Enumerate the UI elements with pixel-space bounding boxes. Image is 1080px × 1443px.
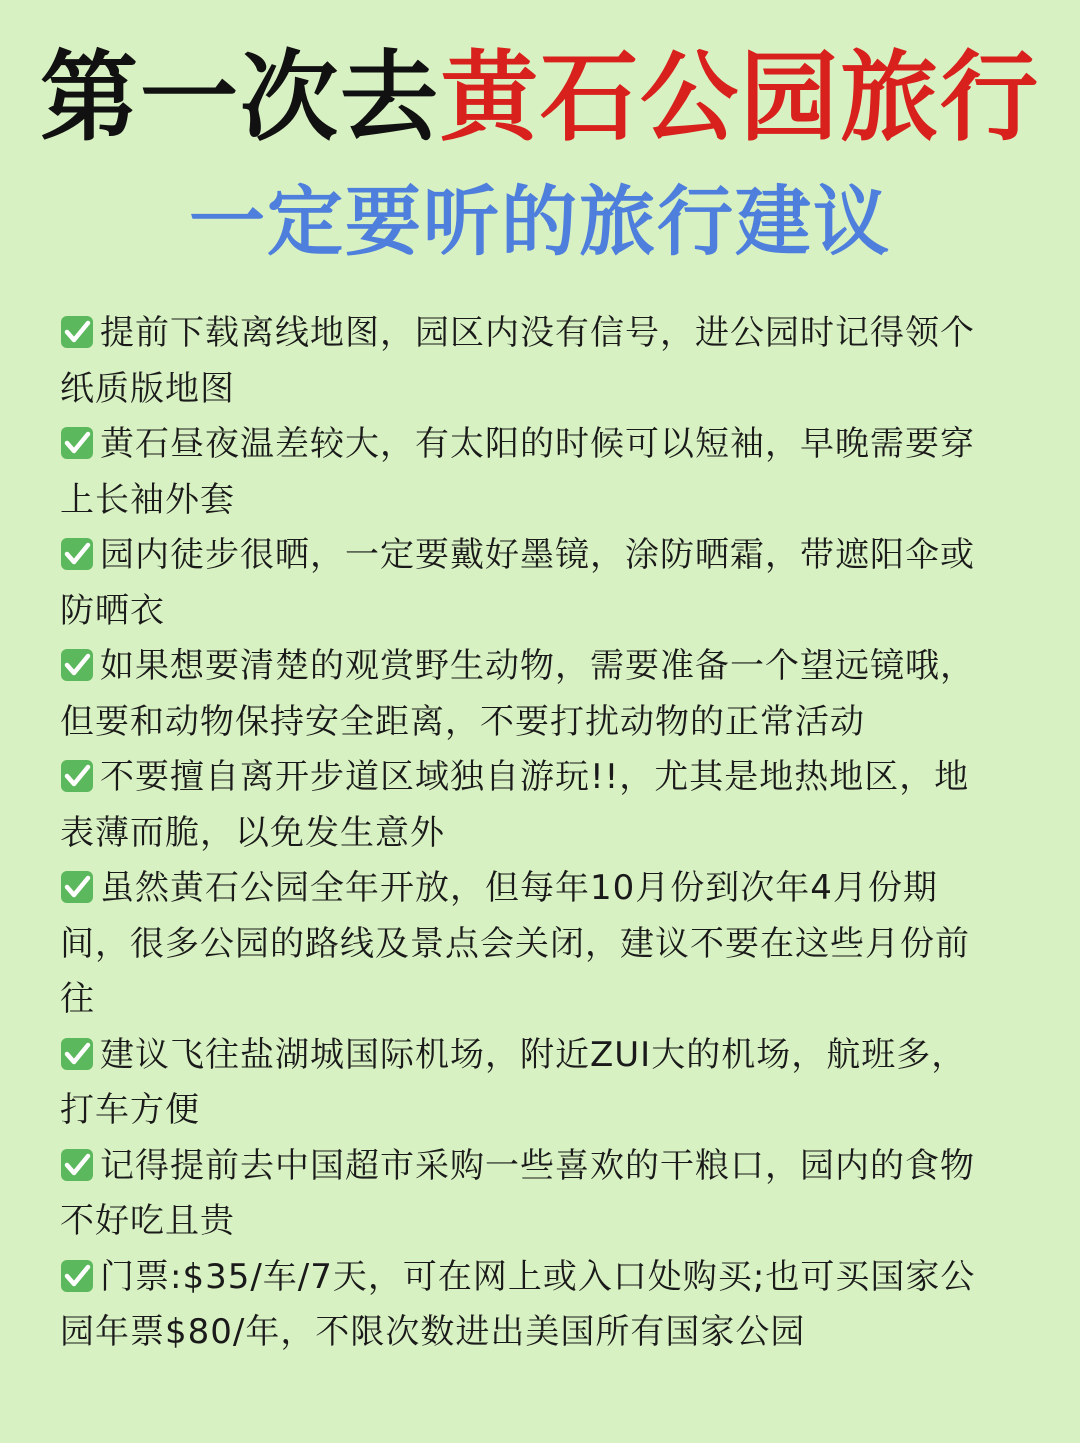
- check-mark-button-icon: [60, 1259, 94, 1293]
- page-subtitle: 一定要听的旅行建议: [189, 177, 891, 266]
- tip-item: [60, 1250, 1000, 1361]
- tip-text: 如果想要清楚的观赏野生动物，需要准备一个望远镜哦，但要和动物保持安全距离，不要打扰动物的正常活动: [60, 646, 975, 742]
- check-mark-button-icon: [60, 1037, 94, 1071]
- title-black-part: 第一次去: [39, 41, 440, 155]
- check-mark-button-icon: [60, 537, 94, 571]
- check-mark-button-icon: [60, 870, 94, 904]
- tip-text: 不要擅自离开步道区域独自游玩!!，尤其是地热地区，地表薄而脆，以免发生意外: [60, 757, 970, 853]
- tips-list: [60, 306, 1000, 1361]
- tip-text: 门票:$35/车/7天，可在网上或入口处购买;也可买国家公园年票$80/年，不限次数进出美国所有国家公园: [60, 1256, 976, 1352]
- tip-item: [60, 306, 1000, 417]
- tip-item: [60, 861, 1000, 1028]
- check-mark-button-icon: [60, 648, 94, 682]
- tip-item: [60, 639, 1000, 750]
- tip-item: [60, 1139, 1000, 1250]
- title-red-part: 黄石公园旅行: [440, 41, 1041, 155]
- tip-text: 提前下载离线地图，园区内没有信号，进公园时记得领个纸质版地图: [60, 313, 975, 409]
- page-title: [0, 38, 1080, 158]
- tip-text: 记得提前去中国超市采购一些喜欢的干粮口，园内的食物不好吃且贵: [60, 1145, 975, 1241]
- tip-item: [60, 528, 1000, 639]
- tip-text: 园内徒步很晒，一定要戴好墨镜，涂防晒霜，带遮阳伞或防晒衣: [60, 535, 975, 631]
- check-mark-button-icon: [60, 315, 94, 349]
- tip-item: [60, 750, 1000, 861]
- tip-item: [60, 1028, 1000, 1139]
- check-mark-button-icon: [60, 1148, 94, 1182]
- tip-text: 虽然黄石公园全年开放，但每年10月份到次年4月份期间，很多公园的路线及景点会关闭，建议不要在这些月份前往: [60, 868, 970, 1019]
- tip-text: 黄石昼夜温差较大，有太阳的时候可以短袖，早晚需要穿上长袖外套: [60, 424, 975, 520]
- check-mark-button-icon: [60, 759, 94, 793]
- check-mark-button-icon: [60, 426, 94, 460]
- tip-item: [60, 417, 1000, 528]
- tip-text: 建议飞往盐湖城国际机场，附近ZUI大的机场，航班多，打车方便: [60, 1034, 967, 1130]
